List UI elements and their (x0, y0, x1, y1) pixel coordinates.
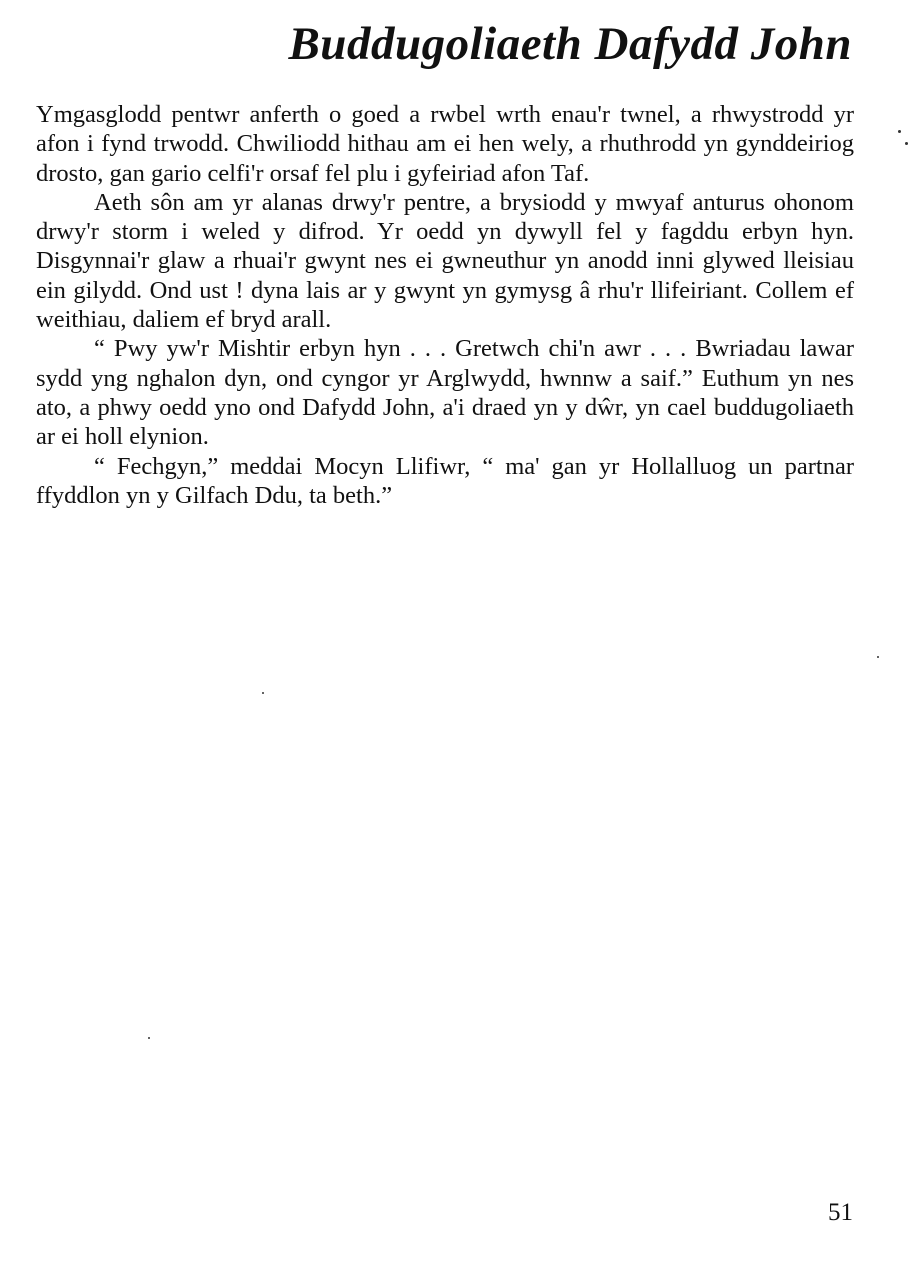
paragraph-4: “ Fechgyn,” meddai Mocyn Llifiwr, “ ma' gan yr Hollalluog un partnar ffyddlon yn y Gilfach Ddu, ta beth.” (36, 452, 854, 509)
body-text (36, 100, 854, 510)
scan-speck (262, 692, 264, 694)
scan-speck (905, 142, 908, 145)
paragraph-1: Ymgasglodd pentwr anferth o goed a rwbel wrth enau'r twnel, a rhwystrodd yr afon i fynd trwodd. Chwiliodd hithau am ei hen wely, a rhuthrodd yn gynddeiriog drosto, gan gario celfi'r orsaf fel plu i gyfeiriad afon Taf. (36, 101, 854, 187)
scan-speck (148, 1037, 150, 1039)
page-title: Buddugoliaeth Dafydd John (288, 18, 852, 70)
scan-speck (877, 656, 879, 658)
scan-speck (898, 130, 901, 133)
paragraph-3: “ Pwy yw'r Mishtir erbyn hyn . . . Gretwch chi'n awr . . . Bwriadau lawar sydd yng nghalon dyn, ond cyngor yr Arglwydd, hwnnw a saif.” Euthum yn nes ato, a phwy oedd yno ond Dafydd John, a'i draed yn y dŵr, yn cael buddugoliaeth ar ei holl elynion. (36, 335, 854, 451)
paragraph-2: Aeth sôn am yr alanas drwy'r pentre, a brysiodd y mwyaf anturus ohonom drwy'r storm i weled y difrod. Yr oedd yn dywyll fel y fagddu erbyn hyn. Disgynnai'r glaw a rhuai'r gwynt nes ei gwneuthur yn anodd inni glywed lleisiau ein gilydd. Ond ust ! dyna lais ar y gwynt yn gymysg â rhu'r llifeiriant. Collem ef weithiau, daliem ef bryd arall. (36, 188, 854, 334)
page-number: 51 (828, 1199, 853, 1226)
